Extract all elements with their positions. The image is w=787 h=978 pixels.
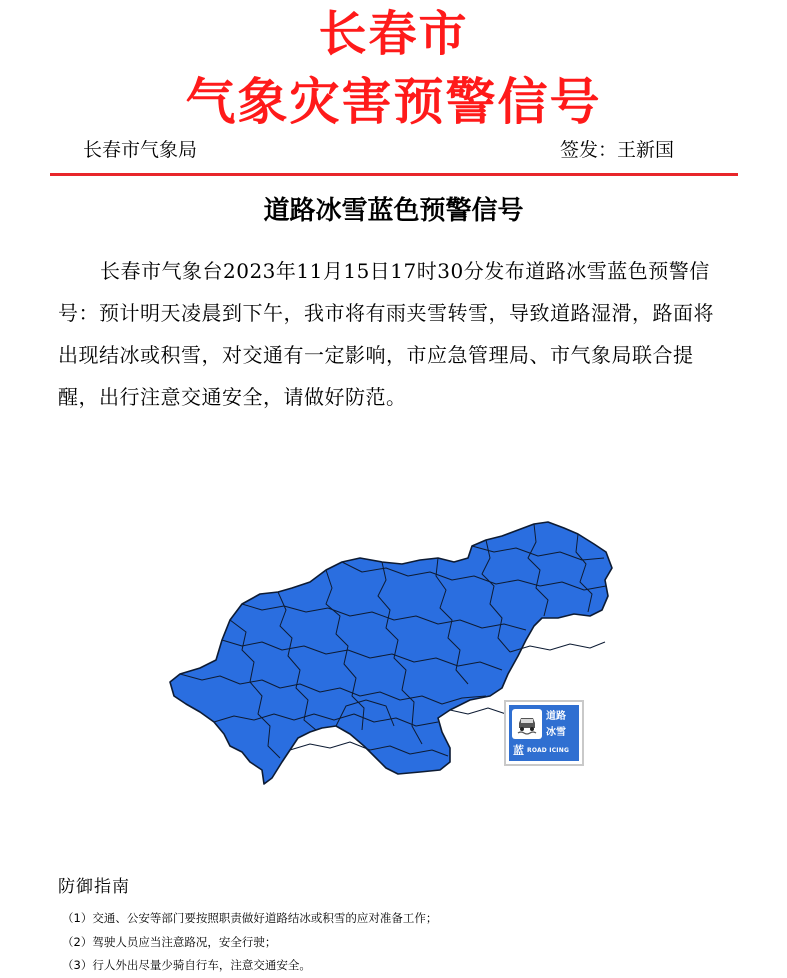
signer: 签发：王新国 bbox=[560, 139, 675, 161]
document-title-city: 长春市 bbox=[318, 6, 469, 62]
badge-panel bbox=[509, 705, 579, 761]
document-title-signal: 气象灾害预警信号 bbox=[185, 73, 602, 131]
guide-item: （3）行人外出尽量少骑自行车，注意交通安全。 bbox=[62, 958, 311, 972]
warning-body: 长春市气象台2023年11月15日17时30分发布道路冰雪蓝色预警信号：预计明天凌晨到下午，我市将有雨夹雪转雪，导致道路湿滑，路面将出现结冰或积雪，对交通有一定影响，市应急管理局、市气象局联合提醒，出行注意交通安全，请做好防范。 bbox=[58, 259, 714, 409]
guide-item: （2）驾驶人员应当注意路况，安全行驶； bbox=[62, 935, 277, 949]
badge-label-icing: 冰雪 bbox=[546, 727, 566, 738]
badge-label-road: 道路 bbox=[546, 711, 566, 722]
guide-title: 防御指南 bbox=[58, 877, 130, 897]
warning-headline: 道路冰雪蓝色预警信号 bbox=[263, 196, 524, 226]
badge-english-label: ROAD ICING bbox=[527, 747, 570, 754]
issuer: 长春市气象局 bbox=[83, 139, 198, 161]
guide-item: （1）交通、公安等部门要按照职责做好道路结冰或积雪的应对准备工作； bbox=[62, 911, 438, 925]
road-icing-car-icon bbox=[512, 709, 542, 739]
road-icing-warning-badge bbox=[504, 700, 584, 766]
header-divider bbox=[50, 173, 738, 176]
badge-level: 蓝 bbox=[513, 744, 524, 757]
